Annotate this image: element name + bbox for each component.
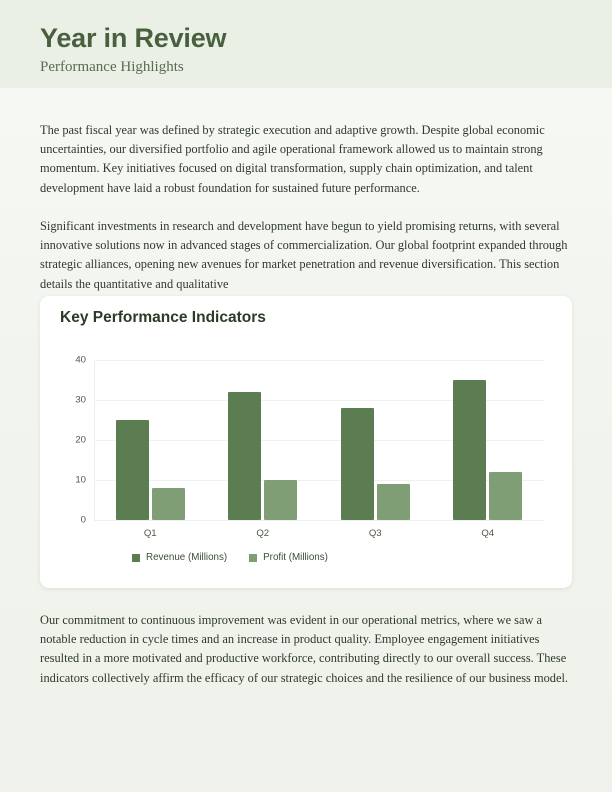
body-paragraph-2: Significant investments in research and development have begun to yield promising returns, with several innovative solutions now in advanced stages of commercialization. Our global footprint expanded through strategic alliances, opening new avenues for market penetration and revenue diversification. This section details the quantitative and qualitative <box>40 219 568 291</box>
bar-q4-revenue <box>453 380 486 520</box>
y-gridline <box>94 520 544 521</box>
chart-title: Key Performance Indicators <box>60 309 266 326</box>
legend-label: Profit (Millions) <box>263 552 328 563</box>
legend-item-revenue <box>132 552 227 563</box>
page-title: Year in Review <box>40 23 227 53</box>
bar-q1-revenue <box>116 420 149 520</box>
x-axis-tick-label: Q4 <box>481 528 495 539</box>
bar-group <box>207 360 320 539</box>
bar-q1-profit <box>152 488 185 520</box>
chart-legend <box>132 552 328 563</box>
page-subtitle: Performance Highlights <box>40 59 184 75</box>
bar-q2-profit <box>264 480 297 520</box>
y-axis-tick-label: 30 <box>75 394 86 406</box>
legend-label: Revenue (Millions) <box>146 552 228 563</box>
legend-swatch-icon <box>249 554 257 562</box>
x-axis-tick-label: Q2 <box>256 528 270 539</box>
bar-group <box>94 360 207 539</box>
document-header <box>0 0 612 88</box>
bar-group <box>432 360 545 539</box>
y-axis-tick-label: 10 <box>75 474 86 486</box>
bar-chart-plot-area <box>75 354 544 539</box>
y-axis-tick-label: 40 <box>75 354 86 366</box>
x-axis-tick-label: Q3 <box>368 528 382 539</box>
bar-q2-revenue <box>228 392 261 520</box>
x-axis-tick-label: Q1 <box>143 528 157 539</box>
body-paragraph-1: The past fiscal year was defined by strategic execution and adaptive growth. Despite global economic uncertainties, our diversified portfolio and agile operational framework allowed us to maintain strong momentum. Key initiatives focused on digital transformation, supply chain optimization, and talent development have laid a robust foundation for sustained future performance. <box>40 123 545 195</box>
legend-item-profit <box>249 552 328 563</box>
y-axis-tick-label: 20 <box>75 434 86 446</box>
bar-q3-profit <box>377 484 410 520</box>
legend-swatch-icon <box>132 554 140 562</box>
bar-q3-revenue <box>341 408 374 520</box>
bar-group <box>319 360 432 539</box>
chart-card <box>40 296 572 588</box>
y-axis-tick-label: 0 <box>80 514 86 526</box>
bar-q4-profit <box>489 472 522 520</box>
body-paragraph-3: Our commitment to continuous improvement was evident in our operational metrics, where we saw a notable reduction in cycle times and an increase in product quality. Employee engagement initiatives resulted in a more motivated and productive workforce, contributing directly to our overall success. These indicators collectively affirm the efficacy of our strategic choices and the resilience of our business model. <box>40 613 569 685</box>
